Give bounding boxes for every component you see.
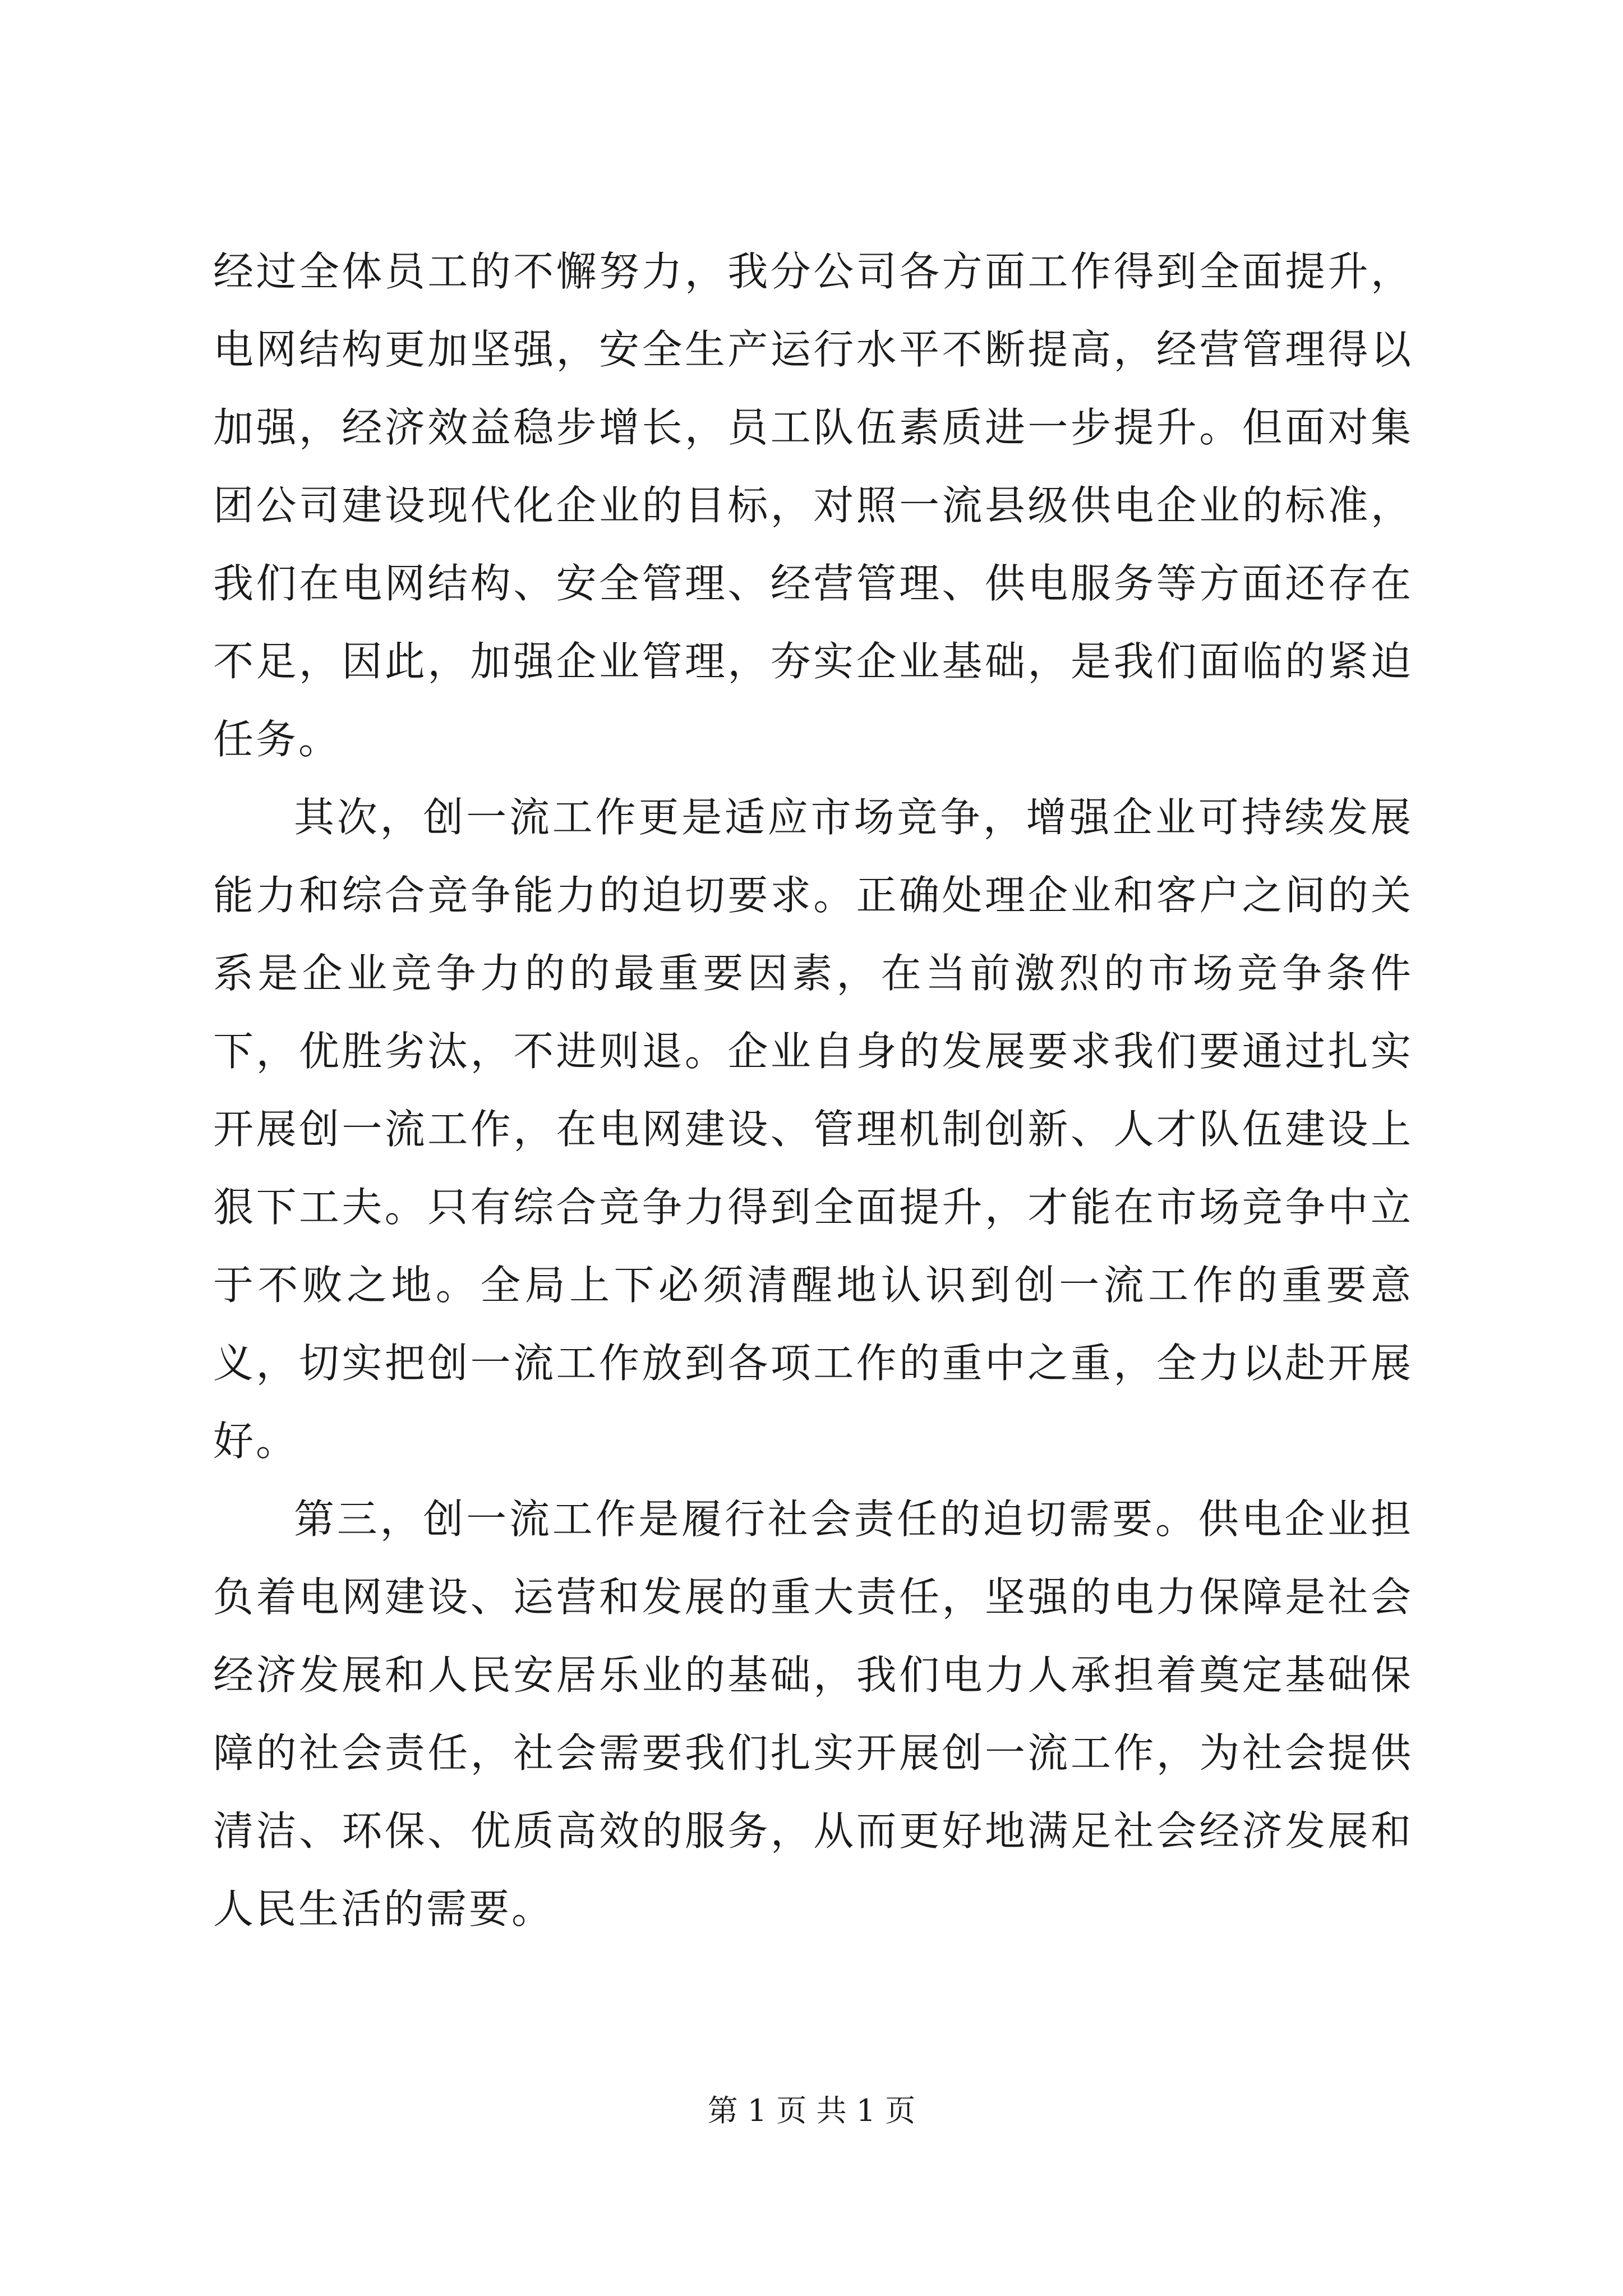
paragraph-third-reason: 第三，创一流工作是履行社会责任的迫切需要。供电企业担负着电网建设、运营和发展的重大责任，坚强的电力保障是社会经济发展和人民安居乐业的基础，我们电力人承担着奠定基础保障的社会责任，社会需要我们扎实开展创一流工作，为社会提供清洁、环保、优质高效的服务，从而更好地满足社会经济发展和人民生活的需要。	[213, 1496, 1413, 1932]
paragraph-continuation: 经过全体员工的不懈努力，我分公司各方面工作得到全面提升，电网结构更加坚强，安全生产运行水平不断提高，经营管理得以加强，经济效益稳步增长，员工队伍素质进一步提升。但面对集团公司建设现代化企业的目标，对照一流县级供电企业的标准，我们在电网结构、安全管理、经营管理、供电服务等方面还存在不足，因此，加强企业管理，夯实企业基础，是我们面临的紧迫任务。	[213, 248, 1413, 763]
page-number-footer: 第 1 页 共 1 页	[707, 2093, 916, 2128]
paragraph-second-reason: 其次，创一流工作更是适应市场竞争，增强企业可持续发展能力和综合竞争能力的迫切要求。正确处理企业和客户之间的关系是企业竞争力的的最重要因素，在当前激烈的市场竞争条件下，优胜劣汰，不进则退。企业自身的发展要求我们要通过扎实开展创一流工作，在电网建设、管理机制创新、人才队伍建设上狠下工夫。只有综合竞争力得到全面提升，才能在市场竞争中立于不败之地。全局上下必须清醒地认识到创一流工作的重要意义，切实把创一流工作放到各项工作的重中之重，全力以赴开展好。	[213, 794, 1413, 1465]
document-body	[213, 233, 1413, 1948]
